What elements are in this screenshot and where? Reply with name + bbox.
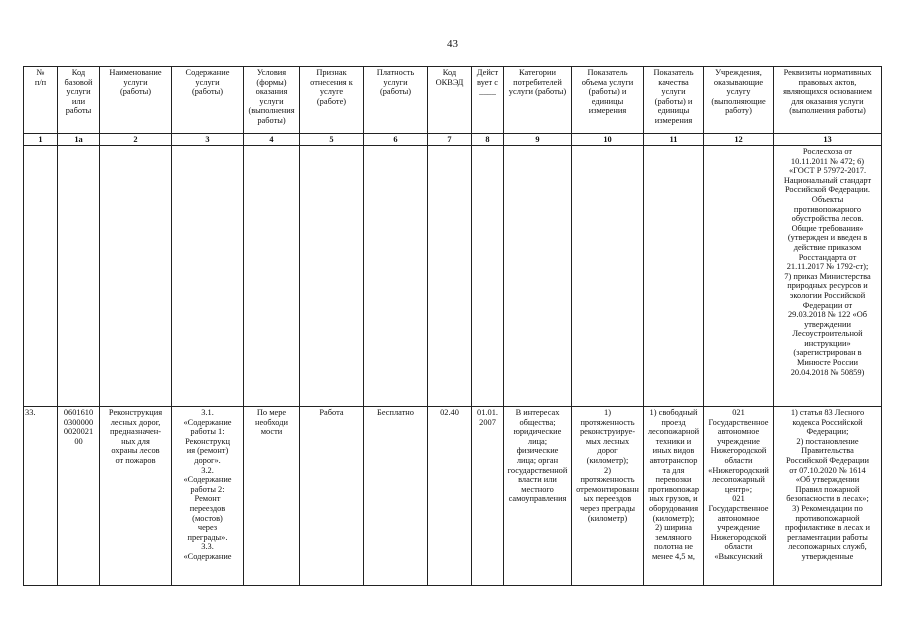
table-cell bbox=[364, 146, 428, 407]
column-number: 5 bbox=[300, 134, 364, 146]
header-cell: Код базовой услуги или работы bbox=[58, 67, 100, 134]
table-cell: Рослесхоза от 10.11.2011 № 472; 6) «ГОСТ Р 57972-2017. Национальный стандарт Российской Федерации. Объекты противопожарного обустройства лесов. Общие требования» (утвержден и введен в действие приказом Росстандарта от 21.11.2017 № 1792-ст); 7) приказ Министерства природных ресурсов и экологии Российской Федерации от 29.03.2018 № 122 «Об утверждении Лесоустроительной инструкции» (зарегистрирован в Минюсте России 20.04.2018 № 50859) bbox=[774, 146, 882, 407]
table-cell: Бесплатно bbox=[364, 407, 428, 586]
table-cell bbox=[472, 146, 504, 407]
column-number: 7 bbox=[428, 134, 472, 146]
table-cell: 33. bbox=[24, 407, 58, 586]
table-cell bbox=[572, 146, 644, 407]
table-cell: Реконструкция лесных дорог, предназначен- ных для охраны лесов от пожаров bbox=[100, 407, 172, 586]
header-cell: Показатель объема услуги (работы) и единицы измерения bbox=[572, 67, 644, 134]
table-cell bbox=[300, 146, 364, 407]
table-cell bbox=[58, 146, 100, 407]
table-cell: 1) протяженность реконструируе- мых лесных дорог (километр); 2) протяженность отремонтированн ых переездов через преграды (километр) bbox=[572, 407, 644, 586]
column-number: 13 bbox=[774, 134, 882, 146]
column-number: 10 bbox=[572, 134, 644, 146]
table-cell: В интересах общества; юридические лица; физические лица; орган государственной власти или местного самоуправления bbox=[504, 407, 572, 586]
table-cell: По мере необходи мости bbox=[244, 407, 300, 586]
table-row bbox=[24, 146, 882, 407]
column-number-row bbox=[24, 134, 882, 146]
table-row bbox=[24, 407, 882, 586]
table-cell bbox=[244, 146, 300, 407]
column-number: 4 bbox=[244, 134, 300, 146]
column-number: 2 bbox=[100, 134, 172, 146]
header-cell: Условия (формы) оказания услуги (выполнения работы) bbox=[244, 67, 300, 134]
table-cell bbox=[428, 146, 472, 407]
header-cell: Учреждения, оказывающие услугу (выполняющие работу) bbox=[704, 67, 774, 134]
header-cell: Категории потребителей услуги (работы) bbox=[504, 67, 572, 134]
column-number: 3 bbox=[172, 134, 244, 146]
header-cell: Код ОКВЭД bbox=[428, 67, 472, 134]
table-cell: Работа bbox=[300, 407, 364, 586]
header-cell: Реквизиты нормативных правовых актов, являющихся основанием для оказания услуги (выполнения работы) bbox=[774, 67, 882, 134]
header-cell: Содержание услуги (работы) bbox=[172, 67, 244, 134]
table-cell bbox=[504, 146, 572, 407]
header-cell: Дейст вует с ____ bbox=[472, 67, 504, 134]
table-cell bbox=[704, 146, 774, 407]
header-cell: Признак отнесения к услуге (работе) bbox=[300, 67, 364, 134]
column-number: 9 bbox=[504, 134, 572, 146]
services-table bbox=[23, 66, 882, 586]
table-cell bbox=[172, 146, 244, 407]
header-cell: № п/п bbox=[24, 67, 58, 134]
header-cell: Показатель качества услуги (работы) и единицы измерения bbox=[644, 67, 704, 134]
header-cell: Наименование услуги (работы) bbox=[100, 67, 172, 134]
table-cell: 021 Государственное автономное учреждение Нижегородской области «Нижегородский лесопожарный центр»; 021 Государственное автономное учреждение Нижегородской области «Выксунский bbox=[704, 407, 774, 586]
column-number: 11 bbox=[644, 134, 704, 146]
table-cell: 1) свободный проезд лесопожарной техники и иных видов автотранспор та для перевозки противопожар ных грузов, и оборудования (километр); 2) ширина земляного полотна не менее 4,5 м, bbox=[644, 407, 704, 586]
header-cell: Платность услуги (работы) bbox=[364, 67, 428, 134]
table-cell: 0601610 0300000 0020021 00 bbox=[58, 407, 100, 586]
column-number: 6 bbox=[364, 134, 428, 146]
table-cell: 01.01. 2007 bbox=[472, 407, 504, 586]
table-cell bbox=[24, 146, 58, 407]
column-number: 12 bbox=[704, 134, 774, 146]
table-cell: 1) статья 83 Лесного кодекса Российской Федерации; 2) постановление Правительства Российской Федерации от 07.10.2020 № 1614 «Об утверждении Правил пожарной безопасности в лесах»; 3) Рекомендации по противопожарной профилактике в лесах и регламентации работы лесопожарных служб, утвержденные bbox=[774, 407, 882, 586]
table-cell: 02.40 bbox=[428, 407, 472, 586]
page-number: 43 bbox=[447, 38, 458, 50]
column-number: 8 bbox=[472, 134, 504, 146]
header-row bbox=[24, 67, 882, 134]
table-cell bbox=[644, 146, 704, 407]
column-number: 1а bbox=[58, 134, 100, 146]
table-cell bbox=[100, 146, 172, 407]
table-cell: 3.1. «Содержание работы 1: Реконструкц ия (ремонт) дорог». 3.2. «Содержание работы 2: Ремонт переездов (мостов) через преграды». 3.3. «Содержание bbox=[172, 407, 244, 586]
column-number: 1 bbox=[24, 134, 58, 146]
